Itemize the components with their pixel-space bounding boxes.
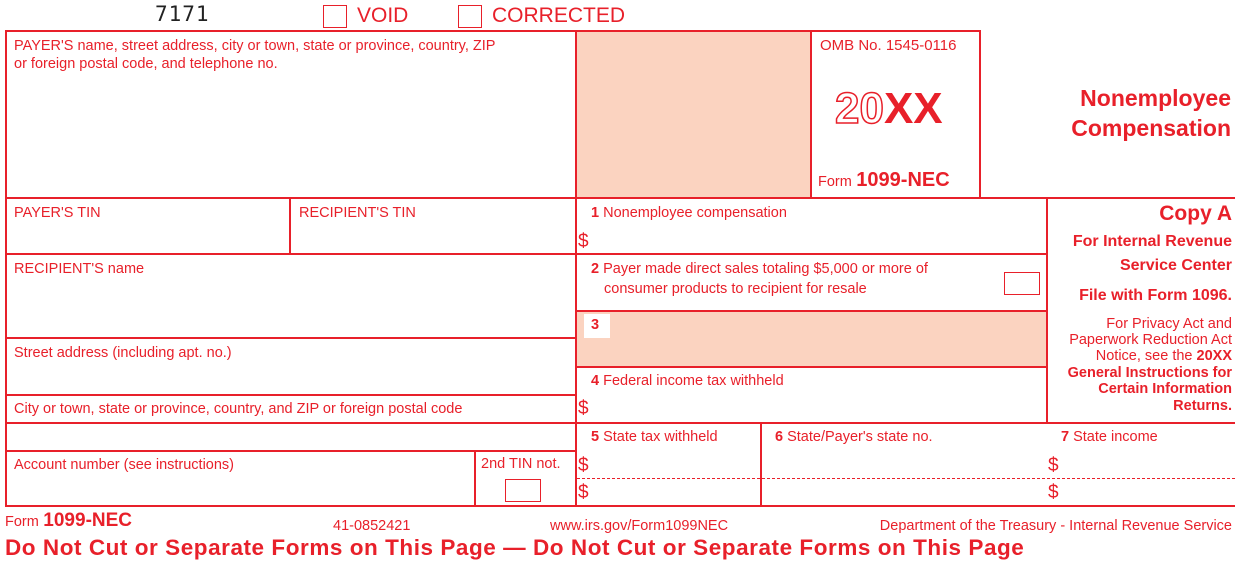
box4-dollar: $ <box>578 398 589 419</box>
box1-label <box>591 204 787 222</box>
divider-box3-box4 <box>577 366 1047 368</box>
box2-label <box>591 260 928 278</box>
divider-account-2ndtin <box>474 450 476 507</box>
privacy-line6: Returns. <box>1173 398 1232 414</box>
copy-for-irs-line2: Service Center <box>1119 257 1232 274</box>
divider-payer-shade <box>575 30 577 507</box>
box2-text-line2: consumer products to recipient for resale <box>604 281 867 297</box>
copy-title: Copy A <box>1159 202 1232 225</box>
box5-dollar-line1: $ <box>578 455 589 476</box>
form-title-line2: Compensation <box>1071 115 1231 141</box>
box7-text: State income <box>1073 429 1158 445</box>
divider-box2-box3 <box>577 310 1047 312</box>
box6-number: 6 <box>775 429 784 445</box>
divider-box5-box6 <box>760 422 762 507</box>
copy-for-irs-line1: For Internal Revenue <box>1072 233 1232 250</box>
divider-row-state <box>5 422 1235 424</box>
tax-year-prefix: 20 <box>835 84 884 133</box>
privacy-line3-year: 20XX <box>1196 348 1232 364</box>
payer-name-label-line2: or foreign postal code, and telephone no. <box>14 56 278 72</box>
box6-text: State/Payer's state no. <box>787 429 933 445</box>
void-label: VOID <box>357 4 409 27</box>
box3-number: 3 <box>591 317 600 333</box>
box1-dollar: $ <box>578 231 589 252</box>
footer-warning: Do Not Cut or Separate Forms on This Page — Do Not Cut or Separate Forms on This Page <box>5 535 1025 560</box>
box5-number: 5 <box>591 429 600 445</box>
corrected-label: CORRECTED <box>492 4 626 27</box>
second-tin-checkbox[interactable] <box>505 479 541 502</box>
street-address-label: Street address (including apt. no.) <box>14 345 232 361</box>
tax-year-suffix: XX <box>883 84 943 133</box>
box7-label <box>1061 428 1158 446</box>
box6-label <box>775 428 933 446</box>
divider-omb-title <box>979 30 981 198</box>
box1-number: 1 <box>591 205 600 221</box>
privacy-line3-text: Notice, see the <box>1095 348 1193 364</box>
form-left-border <box>5 30 7 507</box>
box2-text-line1: Payer made direct sales totaling $5,000 or more of <box>603 261 928 277</box>
box2-number: 2 <box>591 261 600 277</box>
box5-dollar-line2: $ <box>578 482 589 503</box>
privacy-line1: For Privacy Act and <box>1106 316 1232 332</box>
form-title-line1: Nonemployee <box>1080 85 1231 111</box>
footer-cat-number: 41-0852421 <box>333 518 411 534</box>
account-number-label: Account number (see instructions) <box>14 457 235 473</box>
form-control-number: 7171 <box>155 2 210 26</box>
form-bottom-border <box>5 505 1235 507</box>
divider-row1 <box>5 197 1235 199</box>
form-word: Form <box>818 174 852 190</box>
footer-form-word: Form <box>5 514 39 530</box>
box1-text: Nonemployee compensation <box>603 205 787 221</box>
form-id <box>818 169 950 192</box>
omb-number: OMB No. 1545-0116 <box>820 37 957 54</box>
divider-name-street <box>5 337 576 339</box>
box3-shaded-field <box>577 312 1047 366</box>
privacy-line5: Certain Information <box>1098 381 1232 397</box>
box2-checkbox[interactable] <box>1004 272 1040 295</box>
state-dashed-line <box>577 478 1235 479</box>
privacy-line4: General Instructions for <box>1067 365 1232 381</box>
recipient-name-label: RECIPIENT'S name <box>14 261 145 277</box>
privacy-line3 <box>1096 348 1232 365</box>
divider-tin-name <box>5 253 1047 255</box>
footer-department: Department of the Treasury - Internal Revenue Service <box>879 518 1232 534</box>
box4-number: 4 <box>591 373 600 389</box>
box4-label <box>591 372 784 390</box>
second-tin-label: 2nd TIN not. <box>481 456 561 472</box>
box7-dollar-line1: $ <box>1048 455 1059 476</box>
city-label: City or town, state or province, country, and ZIP or foreign postal code <box>14 401 463 417</box>
corrected-checkbox[interactable] <box>458 5 482 28</box>
box5-text: State tax withheld <box>603 429 718 445</box>
privacy-line2: Paperwork Reduction Act <box>1069 332 1232 348</box>
form-top-border <box>5 30 981 32</box>
divider-payer-recipient-tin <box>289 197 291 254</box>
box7-number: 7 <box>1061 429 1070 445</box>
box7-dollar-line2: $ <box>1048 482 1059 503</box>
payer-name-label-line1: PAYER'S name, street address, city or town, state or province, country, ZIP <box>14 38 496 54</box>
footer-form-name: 1099-NEC <box>43 510 133 531</box>
form-name: 1099-NEC <box>856 169 950 191</box>
void-checkbox[interactable] <box>323 5 347 28</box>
payer-shaded-field <box>577 32 811 198</box>
recipient-tin-label: RECIPIENT'S TIN <box>299 205 416 221</box>
box5-label <box>591 428 718 446</box>
box4-text: Federal income tax withheld <box>603 373 784 389</box>
footer-url: www.irs.gov/Form1099NEC <box>550 518 729 534</box>
divider-street-city <box>5 394 576 396</box>
copy-file-with: File with Form 1096. <box>1079 287 1232 304</box>
tax-year <box>835 84 943 134</box>
payer-tin-label: PAYER'S TIN <box>14 205 101 221</box>
footer-form-id <box>5 510 132 532</box>
divider-city-account <box>5 450 576 452</box>
divider-shade-omb <box>810 30 812 198</box>
